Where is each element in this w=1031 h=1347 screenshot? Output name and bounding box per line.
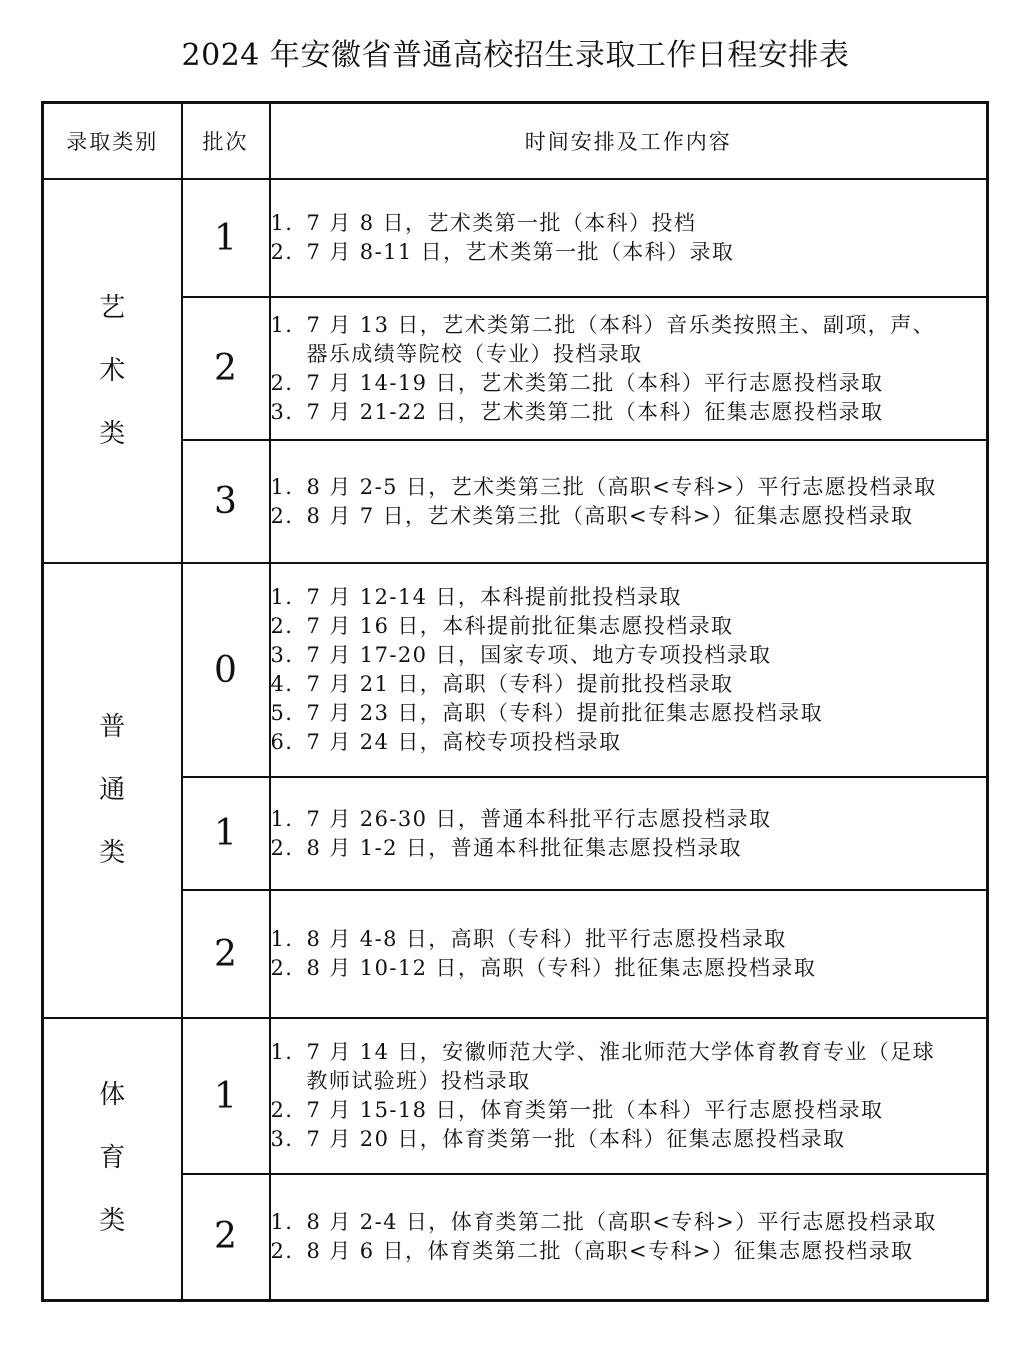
item-text: 8 月 7 日，艺术类第三批（高职<专科>）征集志愿投档录取	[306, 503, 914, 528]
header-row	[43, 103, 988, 180]
item-number: 3.	[270, 643, 294, 667]
item-text-continued: 教师试验班）投档录取	[306, 1069, 531, 1093]
schedule-item	[271, 398, 987, 427]
item-text: 7 月 16 日，本科提前批征集志愿投档录取	[306, 614, 734, 638]
item-text: 7 月 23 日，高职（专科）提前批征集志愿投档录取	[306, 701, 824, 725]
batch-number: 1	[182, 1018, 270, 1174]
item-number: 1.	[270, 927, 294, 951]
schedule-item	[271, 1237, 987, 1266]
item-text: 7 月 21-22 日，艺术类第二批（本科）征集志愿投档录取	[306, 399, 884, 424]
schedule-content	[270, 179, 988, 297]
header-content: 时间安排及工作内容	[270, 103, 988, 180]
schedule-item	[271, 699, 987, 728]
schedule-item	[271, 670, 987, 699]
schedule-item	[271, 728, 987, 757]
batch-number: 2	[182, 1174, 270, 1300]
item-number: 2.	[270, 370, 294, 395]
item-number: 2.	[270, 240, 294, 264]
item-text: 7 月 14-19 日，艺术类第二批（本科）平行志愿投档录取	[306, 370, 884, 395]
item-number: 2.	[270, 1098, 294, 1122]
item-text: 7 月 8 日，艺术类第一批（本科）投档	[306, 211, 697, 235]
item-text: 7 月 20 日，体育类第一批（本科）征集志愿投档录取	[306, 1127, 846, 1151]
table-row	[43, 179, 988, 297]
table-row	[43, 440, 988, 563]
item-text: 8 月 2-5 日，艺术类第三批（高职<专科>）平行志愿投档录取	[306, 474, 937, 499]
table-row	[43, 777, 988, 890]
header-batch: 批次	[182, 103, 270, 180]
item-number: 4.	[270, 672, 294, 696]
schedule-content	[270, 1174, 988, 1300]
schedule-content	[270, 297, 988, 440]
item-text: 7 月 26-30 日，普通本科批平行志愿投档录取	[306, 806, 772, 831]
category-char: 术	[99, 355, 126, 386]
category-char: 类	[99, 838, 126, 868]
item-number: 2.	[270, 956, 294, 980]
schedule-content	[270, 890, 988, 1018]
item-number: 5.	[270, 701, 294, 725]
item-text: 7 月 14 日，安徽师范大学、淮北师范大学体育教育专业（足球	[306, 1040, 936, 1064]
schedule-item	[271, 925, 987, 954]
table-row	[43, 1174, 988, 1300]
category-cell	[43, 179, 182, 563]
item-number: 3.	[270, 1127, 294, 1151]
item-text-continued: 器乐成绩等院校（专业）投档录取	[306, 341, 643, 366]
category-char: 类	[99, 418, 126, 449]
category-char: 艺	[99, 292, 126, 323]
item-number: 1.	[270, 211, 294, 235]
batch-number: 3	[182, 440, 270, 563]
item-text: 7 月 12-14 日，本科提前批投档录取	[306, 585, 682, 609]
table-row	[43, 563, 988, 777]
item-text: 7 月 13 日，艺术类第二批（本科）音乐类按照主、副项，声、	[306, 312, 936, 337]
item-number: 6.	[270, 730, 294, 754]
schedule-table	[41, 101, 989, 1302]
schedule-item	[271, 583, 987, 612]
item-number: 1.	[270, 585, 294, 609]
category-char: 通	[99, 775, 126, 805]
item-number: 2.	[270, 614, 294, 638]
category-cell	[43, 1018, 182, 1300]
schedule-item	[271, 834, 987, 863]
item-number: 3.	[270, 399, 294, 424]
item-text: 8 月 10-12 日，高职（专科）批征集志愿投档录取	[306, 956, 817, 980]
category-char: 普	[99, 712, 126, 742]
table-row	[43, 1018, 988, 1174]
schedule-item	[271, 612, 987, 641]
schedule-content	[270, 563, 988, 777]
item-text: 8 月 4-8 日，高职（专科）批平行志愿投档录取	[306, 927, 787, 951]
item-text: 7 月 21 日，高职（专科）提前批投档录取	[306, 672, 734, 696]
batch-number: 2	[182, 297, 270, 440]
schedule-item	[271, 209, 987, 238]
schedule-content	[270, 440, 988, 563]
table-row	[43, 890, 988, 1018]
batch-number: 1	[182, 179, 270, 297]
item-number: 2.	[270, 835, 294, 860]
category-cell	[43, 563, 182, 1018]
schedule-item	[271, 1038, 987, 1067]
item-text: 8 月 6 日，体育类第二批（高职<专科>）征集志愿投档录取	[306, 1238, 914, 1263]
schedule-item	[271, 1096, 987, 1125]
item-number: 2.	[270, 503, 294, 528]
item-number: 2.	[270, 1238, 294, 1263]
schedule-content	[270, 777, 988, 890]
item-text: 7 月 8-11 日，艺术类第一批（本科）录取	[306, 240, 735, 264]
item-text: 8 月 1-2 日，普通本科批征集志愿投档录取	[306, 835, 742, 860]
batch-number: 0	[182, 563, 270, 777]
header-category: 录取类别	[43, 103, 182, 180]
item-number: 1.	[270, 1040, 294, 1064]
schedule-item	[271, 311, 987, 340]
item-text: 7 月 17-20 日，国家专项、地方专项投档录取	[306, 643, 772, 667]
item-number: 1.	[270, 312, 294, 337]
category-char: 育	[99, 1143, 126, 1174]
item-number: 1.	[270, 474, 294, 499]
schedule-item	[271, 473, 987, 502]
schedule-content	[270, 1018, 988, 1174]
schedule-item	[271, 954, 987, 983]
schedule-item	[271, 1208, 987, 1237]
item-number: 1.	[270, 1209, 294, 1234]
category-char: 体	[99, 1080, 126, 1111]
batch-number: 2	[182, 890, 270, 1018]
schedule-item	[271, 1125, 987, 1154]
table-row	[43, 297, 988, 440]
schedule-item	[271, 805, 987, 834]
schedule-item	[271, 369, 987, 398]
batch-number: 1	[182, 777, 270, 890]
schedule-item	[271, 238, 987, 267]
schedule-body	[43, 179, 988, 1300]
item-text: 7 月 24 日，高校专项投档录取	[306, 730, 622, 754]
item-text: 8 月 2-4 日，体育类第二批（高职<专科>）平行志愿投档录取	[306, 1209, 937, 1234]
item-number: 1.	[270, 806, 294, 831]
schedule-item	[271, 502, 987, 531]
schedule-item	[271, 641, 987, 670]
category-char: 类	[99, 1206, 126, 1237]
item-text: 7 月 15-18 日，体育类第一批（本科）平行志愿投档录取	[306, 1098, 884, 1122]
page-title: 2024 年安徽省普通高校招生录取工作日程安排表	[181, 38, 850, 73]
